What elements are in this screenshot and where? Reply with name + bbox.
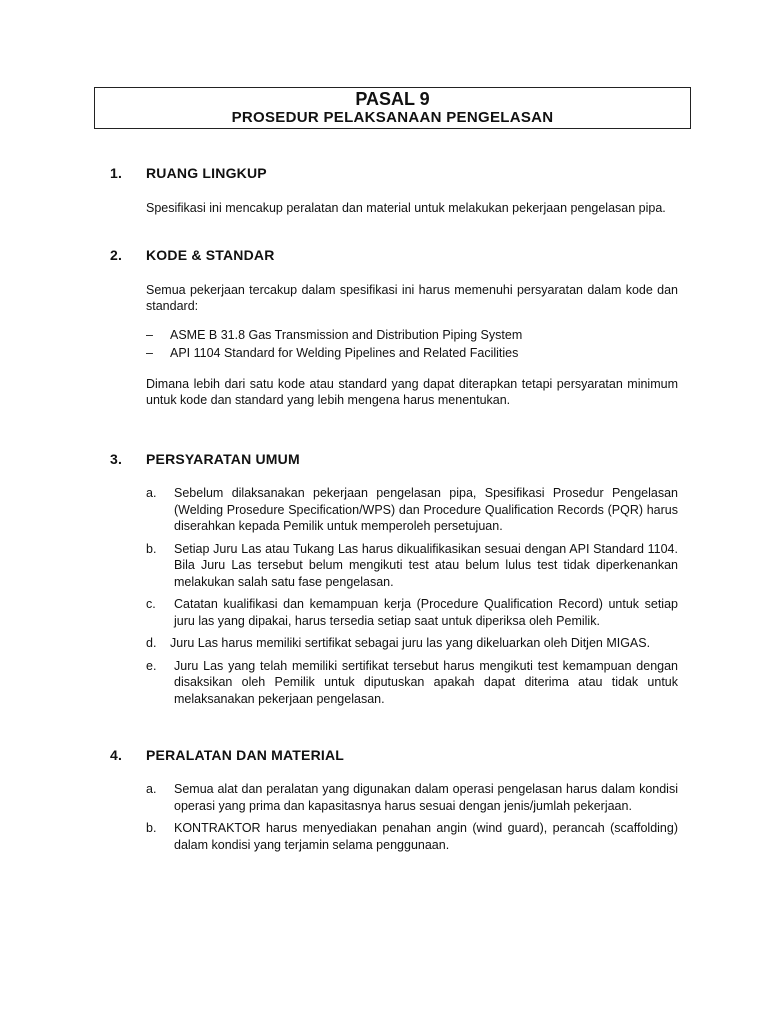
- list-item: [146, 658, 678, 708]
- section-title: RUANG LINGKUP: [146, 165, 267, 181]
- list-item-text: Juru Las harus memiliki sertifikat sebagai juru las yang dikeluarkan oleh Ditjen MIGAS.: [170, 636, 651, 650]
- list-marker: d.: [146, 636, 157, 650]
- list-item: [146, 635, 678, 652]
- list-marker: a.: [146, 486, 157, 500]
- section-number: 2.: [110, 247, 123, 263]
- list-item-text: API 1104 Standard for Welding Pipelines and Related Facilities: [170, 346, 519, 360]
- section-title: PERALATAN DAN MATERIAL: [146, 747, 345, 763]
- list-marker: a.: [146, 782, 157, 796]
- list-item-text: Juru Las yang telah memiliki sertifikat tersebut harus mengikuti test kemampuan dengan disaksikan oleh Pemilik untuk diputuskan apakah dapat diterima atau tidak untuk melaksanakan pekerjaan pengelasan.: [174, 658, 678, 706]
- section-title: KODE & STANDAR: [146, 247, 275, 263]
- list-marker: e.: [146, 658, 157, 673]
- section-outro: Dimana lebih dari satu kode atau standard yang dapat diterapkan tetapi persyaratan minimum untuk kode dan standard yang lebih mengena harus menentukan.: [146, 377, 678, 407]
- list-item: [146, 781, 678, 814]
- list-item-text: Catatan kualifikasi dan kemampuan kerja (Procedure Qualification Record) untuk setiap juru las yang dipakai, harus tersedia setiap saat untuk diperiksa oleh Pemilik.: [174, 597, 678, 628]
- section-number: 3.: [110, 451, 123, 467]
- equipment-list: [146, 781, 678, 853]
- list-item-text: Sebelum dilaksanakan pekerjaan pengelasan pipa, Spesifikasi Prosedur Pengelasan (Welding Prosedure Specification/WPS) dan Procedure Qualification Records (PQR) harus diserahkan kepada Pemilik untuk memperoleh persetujuan.: [174, 486, 678, 533]
- page-title: PASAL 9: [355, 89, 430, 109]
- section-paragraph: Spesifikasi ini mencakup peralatan dan material untuk melakukan pekerjaan pengelasan pipa.: [146, 201, 666, 215]
- section-heading: [110, 247, 678, 265]
- section-heading: [110, 747, 678, 765]
- section-title: PERSYARATAN UMUM: [146, 451, 300, 467]
- list-item: [146, 326, 678, 344]
- dash-mark: –: [146, 328, 153, 342]
- title-box: [94, 87, 691, 129]
- section-intro: Semua pekerjaan tercakup dalam spesifikasi ini harus memenuhi persyaratan dalam kode dan standard:: [146, 283, 678, 313]
- list-item: [146, 344, 678, 362]
- list-marker: b.: [146, 541, 157, 556]
- list-item-text: KONTRAKTOR harus menyediakan penahan angin (wind guard), perancah (scaffolding) dalam kondisi yang terjamin selama penggunaan.: [174, 821, 678, 852]
- section-number: 1.: [110, 165, 123, 181]
- requirements-list: [146, 485, 678, 707]
- list-marker: b.: [146, 821, 157, 835]
- section-kode-standar: [110, 247, 678, 408]
- list-item-text: Semua alat dan peralatan yang digunakan dalam operasi pengelasan harus dalam kondisi operasi yang prima dan kapasitasnya harus sesuai dengan jenis/jumlah pekerjaan.: [174, 782, 678, 813]
- section-heading: [110, 165, 678, 183]
- section-peralatan-material: [110, 747, 678, 859]
- dash-mark: –: [146, 346, 153, 360]
- section-number: 4.: [110, 747, 123, 763]
- list-item: [146, 485, 678, 535]
- standards-list: [146, 326, 678, 362]
- list-item: [146, 541, 678, 591]
- section-ruang-lingkup: [110, 165, 678, 216]
- list-item: [146, 820, 678, 853]
- list-item-text: ASME B 31.8 Gas Transmission and Distribution Piping System: [170, 328, 523, 342]
- section-heading: [110, 451, 678, 469]
- list-marker: c.: [146, 597, 156, 611]
- section-persyaratan-umum: [110, 451, 678, 713]
- page-subtitle: PROSEDUR PELAKSANAAN PENGELASAN: [231, 109, 554, 126]
- list-item-text: Setiap Juru Las atau Tukang Las harus dikualifikasikan sesuai dengan API Standard 1104. Bila Juru Las tersebut belum mengikuti test atau belum lulus test tidak diperkenankan melakukan salah satu fase pengelasan.: [174, 541, 678, 589]
- list-item: [146, 596, 678, 629]
